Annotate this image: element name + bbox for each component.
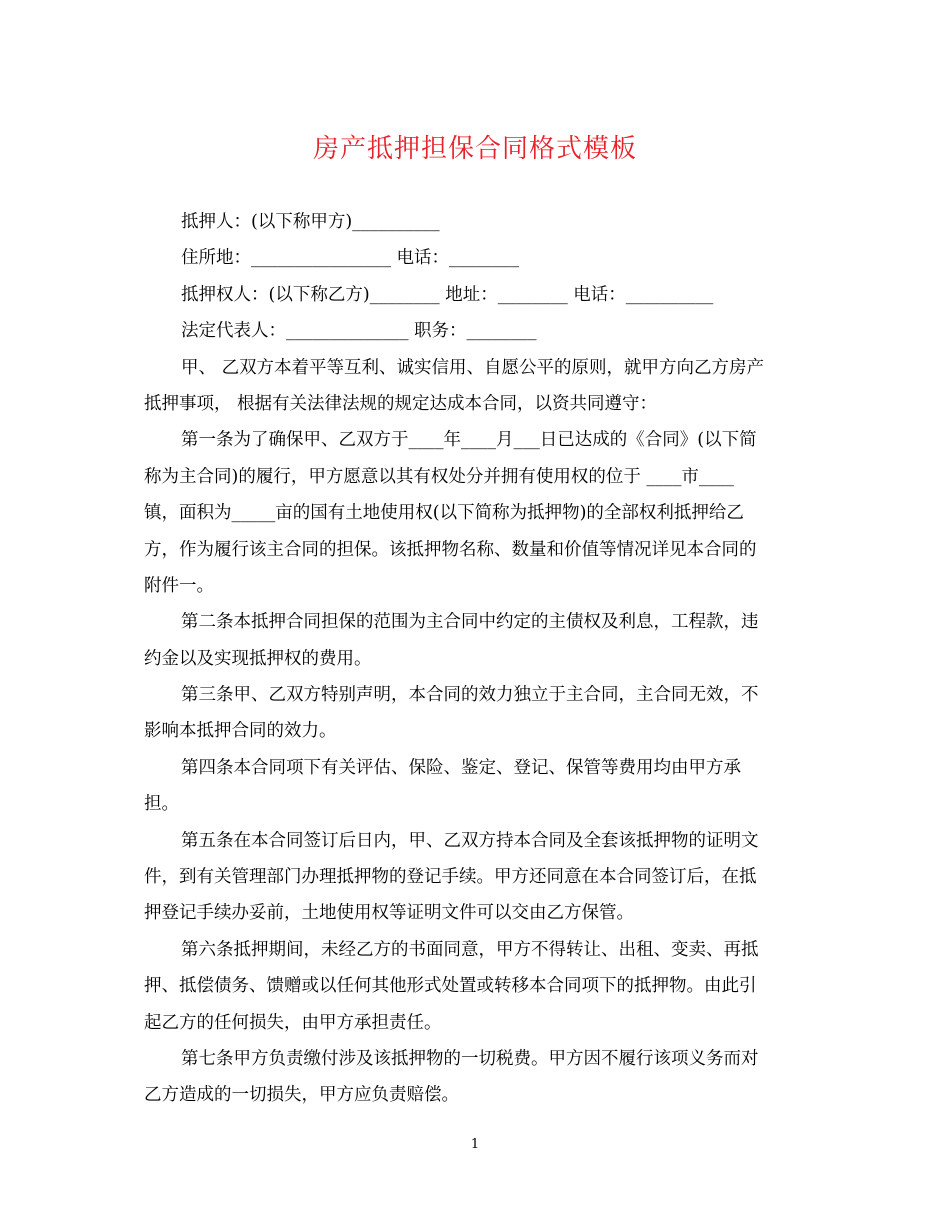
article-2-line: 第二条本抵押合同担保的范围为主合同中约定的主债权及利息，工程款，违 bbox=[181, 612, 759, 633]
preamble-line: 甲、 乙双方本着平等互利、诚实信用、自愿公平的原则，就甲方向乙方房产 bbox=[181, 357, 765, 378]
article-7-line: 乙方造成的一切损失，甲方应负责赔偿。 bbox=[144, 1085, 459, 1106]
article-2-line: 约金以及实现抵押权的费用。 bbox=[144, 648, 372, 669]
article-6-line: 押、抵偿债务、馈赠或以任何其他形式处置或转移本合同项下的抵押物。由此引 bbox=[144, 976, 757, 997]
article-1-line: 方，作为履行该主合同的担保。该抵押物名称、数量和价值等情况详见本合同的 bbox=[144, 539, 757, 560]
article-4-line: 第四条本合同项下有关评估、保险、鉴定、登记、保管等费用均由甲方承 bbox=[181, 757, 741, 778]
page-number: 1 bbox=[470, 1137, 480, 1152]
address-phone-line: 住所地：________________ 电话：________ bbox=[181, 248, 520, 269]
contract-body bbox=[144, 204, 804, 1114]
article-5-line: 押登记手续办妥前，土地使用权等证明文件可以交由乙方保管。 bbox=[144, 903, 634, 924]
legal-representative-line: 法定代表人：______________ 职务：________ bbox=[181, 321, 537, 342]
document-title: 房产抵押担保合同格式模板 bbox=[312, 134, 637, 164]
article-3-line: 第三条甲、乙双方特别声明，本合同的效力独立于主合同，主合同无效，不 bbox=[181, 685, 759, 706]
article-1-line: 镇，面积为_____亩的国有土地使用权(以下简称为抵押物)的全部权利抵押给乙 bbox=[144, 503, 744, 524]
article-3-line: 影响本抵押合同的效力。 bbox=[144, 721, 337, 742]
article-1-line: 第一条为了确保甲、乙双方于____年____月___日已达成的《合同》(以下简 bbox=[181, 430, 757, 451]
party-b-line: 抵押权人：(以下称乙方)________ 地址：________ 电话：__________ bbox=[181, 284, 714, 305]
article-6-line: 第六条抵押期间，未经乙方的书面同意，甲方不得转让、出租、变卖、再抵 bbox=[181, 939, 759, 960]
article-5-line: 第五条在本合同签订后日内，甲、乙双方持本合同及全套该抵押物的证明文 bbox=[181, 830, 759, 851]
party-a-line: 抵押人：(以下称甲方)__________ bbox=[181, 212, 440, 232]
article-1-line: 附件一。 bbox=[144, 575, 214, 596]
preamble-line: 抵押事项， 根据有关法律法规的规定达成本合同，以资共同遵守： bbox=[144, 393, 658, 414]
article-4-line: 担。 bbox=[144, 794, 179, 815]
article-7-line: 第七条甲方负责缴付涉及该抵押物的一切税费。甲方因不履行该项义务而对 bbox=[181, 1048, 759, 1069]
article-1-line: 称为主合同)的履行，甲方愿意以其有权处分并拥有使用权的位于 ____市____ bbox=[144, 466, 734, 487]
article-5-line: 件，到有关管理部门办理抵押物的登记手续。甲方还同意在本合同签订后，在抵 bbox=[144, 867, 757, 888]
article-6-line: 起乙方的任何损失，由甲方承担责任。 bbox=[144, 1012, 442, 1033]
